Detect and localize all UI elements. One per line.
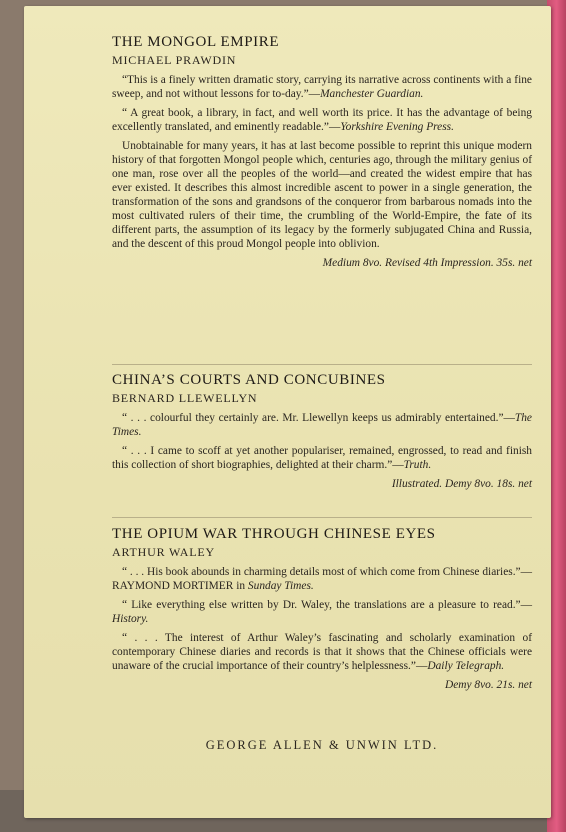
- review-source: The Times.: [112, 412, 532, 438]
- review-quote: “ . . . The interest of Arthur Waley’s fascinating and scholarly examination of contemporary Chinese diaries and records is that it shows that the Chinese officials were unaware of the crucial importance of their country’s helplessness.”—Daily Telegraph.: [112, 632, 532, 672]
- review-source: Sunday Times.: [247, 580, 314, 592]
- review-quote: “ . . . colourful they certainly are. Mr. Llewellyn keeps us admirably entertained.”—The Times.: [112, 412, 532, 438]
- book-entry-mongol-empire: [112, 34, 532, 269]
- review-quote: “ . . . His book abounds in charming details most of which come from Chinese diaries.”—RAYMOND MORTIMER in Sunday Times.: [112, 566, 532, 592]
- book-back-cover: [24, 6, 551, 818]
- book-author: ARTHUR WALEY: [112, 545, 215, 559]
- review-source: History.: [112, 613, 149, 625]
- book-entry-chinas-courts: [112, 372, 532, 490]
- book-author: BERNARD LLEWELLYN: [112, 391, 258, 405]
- review-quote: “This is a finely written dramatic story, carrying its narrative across continents with a fine sweep, and not without lessons for to-day.”—Manchester Guardian.: [112, 74, 532, 100]
- publisher-name: GEORGE ALLEN & UNWIN LTD.: [205, 738, 439, 752]
- book-price: Demy 8vo. 21s. net: [445, 679, 532, 691]
- review-source: Truth.: [403, 459, 432, 471]
- book-price: Illustrated. Demy 8vo. 18s. net: [391, 478, 532, 490]
- review-quote: “ . . . I came to scoff at yet another populariser, remained, engrossed, to read and finish this collection of short biographies, delighted at their charm.”—Truth.: [112, 445, 532, 471]
- review-quote: “ A great book, a library, in fact, and well worth its price. It has the advantage of being excellently translated, and eminently readable.”—Yorkshire Evening Press.: [112, 107, 532, 133]
- review-quote: “ Like everything else written by Dr. Waley, the translations are a pleasure to read.”—History.: [112, 599, 532, 625]
- review-source: Yorkshire Evening Press.: [340, 121, 454, 133]
- section-divider: [112, 364, 532, 365]
- review-source: Manchester Guardian.: [320, 88, 424, 100]
- book-title: THE MONGOL EMPIRE: [112, 34, 280, 50]
- book-author: MICHAEL PRAWDIN: [112, 53, 237, 67]
- section-divider: [112, 517, 532, 518]
- book-title: THE OPIUM WAR THROUGH CHINESE EYES: [112, 526, 436, 542]
- review-source: Daily Telegraph.: [427, 660, 505, 672]
- book-title: CHINA’S COURTS AND CONCUBINES: [112, 372, 386, 388]
- book-price: Medium 8vo. Revised 4th Impression. 35s. net: [322, 257, 532, 269]
- book-entry-opium-war: [112, 526, 532, 691]
- book-description: Unobtainable for many years, it has at last become possible to reprint this unique modern history of that forgotten Mongol people which, centuries ago, through the military genius of one man, rose over all the peoples of the world—and created the widest empire that has ever existed. It describes this almost incredible ascent to power in a single generation, the transformation of the sons and grandsons of the conqueror from barbarous nomads into the most cultivated rulers of their time, the crumbling of the World-Empire, the fate of its different parts, the assumption of its legacy by the formerly subjugated China and Russia, and the descent of this proud Mongol people into oblivion.: [112, 140, 532, 250]
